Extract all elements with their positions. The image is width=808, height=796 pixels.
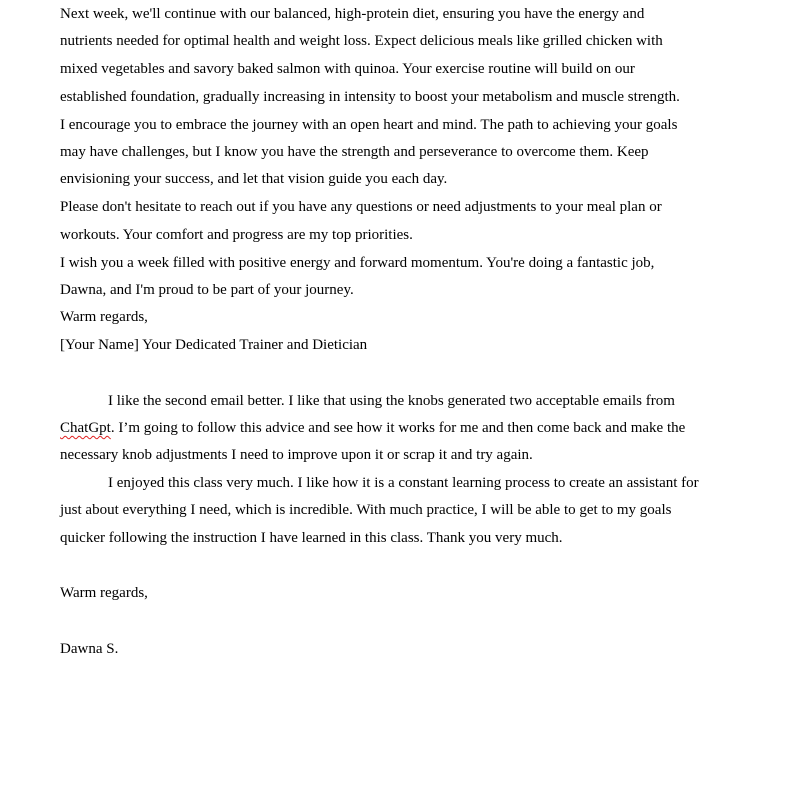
reflection-line: I enjoyed this class very much. I like how it is a constant learning process to create an assistant for (108, 475, 699, 491)
letter-line: I wish you a week filled with positive energy and forward momentum. You're doing a fantastic job, (60, 255, 655, 271)
letter-line: nutrients needed for optimal health and weight loss. Expect delicious meals like grilled chicken with (60, 33, 663, 49)
letter-line: Warm regards, (60, 309, 148, 325)
reflection-line: necessary knob adjustments I need to improve upon it or scrap it and try again. (60, 447, 533, 463)
letter-line: workouts. Your comfort and progress are my top priorities. (60, 227, 413, 243)
letter-line: [Your Name] Your Dedicated Trainer and Dietician (60, 337, 368, 353)
signature: Dawna S. (60, 641, 119, 657)
letter-line: I encourage you to embrace the journey with an open heart and mind. The path to achieving your goals (60, 117, 678, 133)
reflection-line: I like the second email better. I like that using the knobs generated two acceptable emails from (108, 393, 675, 409)
letter-line: may have challenges, but I know you have the strength and perseverance to overcome them. Keep (60, 144, 649, 160)
letter-line: Dawna, and I'm proud to be part of your journey. (60, 282, 354, 298)
misspelled-word[interactable]: ChatGpt (60, 420, 111, 436)
letter-line: Please don't hesitate to reach out if you have any questions or need adjustments to your meal plan or (60, 199, 662, 215)
reflection-text: . I’m going to follow this advice and see how it works for me and then come back and make the (110, 420, 686, 436)
closing-salutation: Warm regards, (60, 585, 148, 601)
letter-line: envisioning your success, and let that vision guide you each day. (60, 171, 448, 187)
reflection-line (60, 418, 685, 438)
reflection-line: quicker following the instruction I have learned in this class. Thank you very much. (60, 530, 563, 546)
letter-line: Next week, we'll continue with our balanced, high-protein diet, ensuring you have the energy and (60, 6, 645, 22)
letter-line: mixed vegetables and savory baked salmon with quinoa. Your exercise routine will build on our (60, 61, 635, 77)
letter-line: established foundation, gradually increasing in intensity to boost your metabolism and muscle strength. (60, 89, 680, 105)
reflection-line: just about everything I need, which is incredible. With much practice, I will be able to get to my goals (60, 502, 672, 518)
